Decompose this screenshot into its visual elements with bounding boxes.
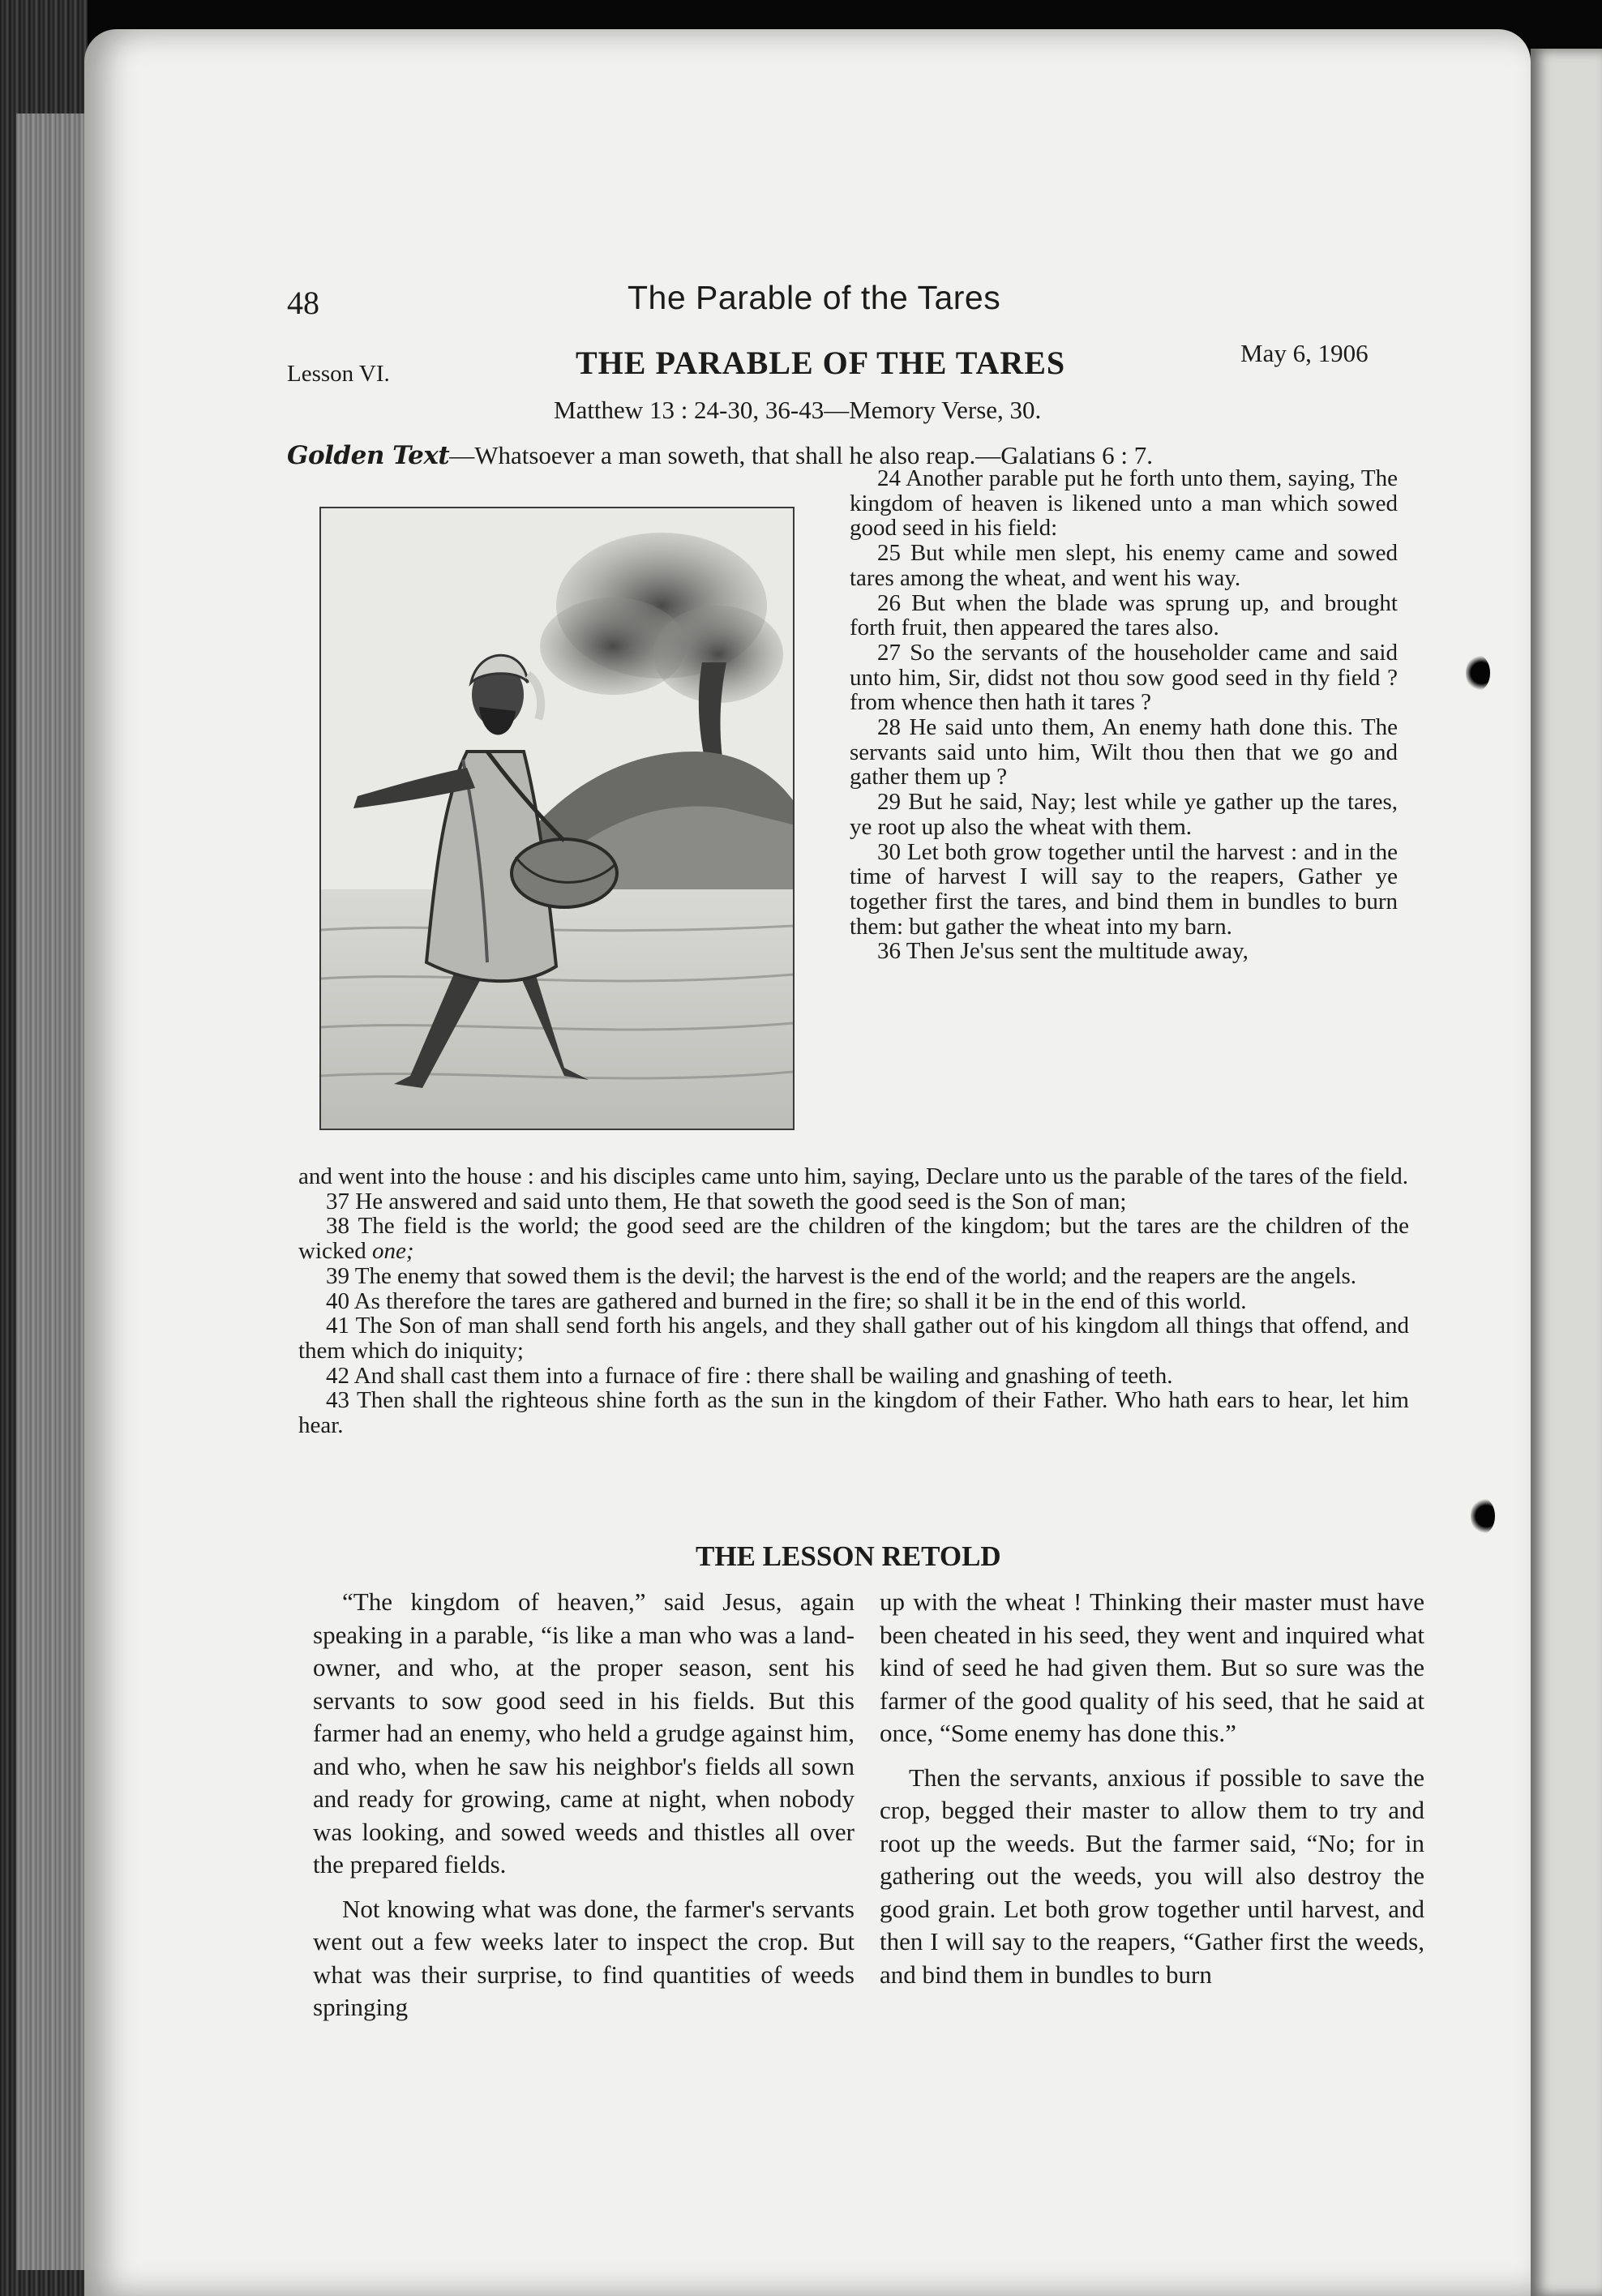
verse-42: 42 And shall cast them into a furnace of fire : there shall be wailing and gnashing of teeth.: [326, 1362, 1173, 1389]
retold-left-column: [313, 1586, 855, 2036]
verse-39: 39 The enemy that sowed them is the devil; the harvest is the end of the world; and the reapers are the angels.: [326, 1262, 1357, 1289]
lesson-number: Lesson VI.: [287, 361, 390, 387]
verse-38-italic: one;: [372, 1238, 414, 1265]
verses-24-36-column: [850, 466, 1398, 964]
verse-29: 29 But he said, Nay; lest while ye gather up the tares, ye root up also the wheat with them.: [850, 789, 1398, 840]
retold-heading: THE LESSON RETOLD: [696, 1540, 1001, 1572]
retold-paragraph-3: Then the servants, anxious if possible to save the crop, begged their master to allow them to try and root up the weeds. But the farmer said, “No; for in gathering out the weeds, you will also destroy the good grain. Let both grow together until harvest, and then I will say to the reapers, “Gather first the weeds, and bind them in bundles to burn: [880, 1763, 1424, 1989]
verse-30: 30 Let both grow together until the harvest : and in the time of harvest I will say to the reapers, Gather ye together first the tares, and bind them in bundles to burn them: but gather the wheat into my barn.: [850, 838, 1398, 940]
verse-26: 26 But when the blade was sprung up, and brought forth fruit, then appeared the tares also.: [850, 589, 1398, 641]
binding-hole-upper: [1466, 655, 1490, 691]
retold-paragraph-1: “The kingdom of heaven,” said Jesus, again speaking in a parable, “is like a man who was a land-owner, and who, at the proper season, sent his servants to sow good seed in his fields. But this farmer had an enemy, who held a grudge against him, and who, when he saw his neighbor's fields all sown and ready for growing, came at night, when nobody was looking, and sowed weeds and thistles all over the prepared fields.: [313, 1587, 855, 1878]
binding-hole-lower: [1471, 1498, 1495, 1534]
page-number: 48: [287, 285, 319, 321]
verse-27: 27 So the servants of the householder came and said unto him, Sir, didst not thou sow good seed in thy field ? from whence then hath it tares ?: [850, 639, 1398, 716]
running-head: The Parable of the Tares: [628, 279, 1001, 316]
verse-38: [298, 1214, 1409, 1263]
facing-page-edge: [1531, 49, 1602, 2296]
book-page-edges-highlight: [16, 114, 84, 2270]
verse-36-start: 36 Then Je'sus sent the multitude away,: [877, 938, 1249, 965]
verse-37: 37 He answered and said unto them, He that soweth the good seed is the Son of man;: [326, 1188, 1127, 1214]
verse-28: 28 He said unto them, An enemy hath done this. The servants said unto him, Wilt thou then that we go and gather them up ?: [850, 714, 1398, 790]
verse-41: 41 The Son of man shall send forth his angels, and they shall gather out of his kingdom all things that offend, and them which do iniquity;: [298, 1313, 1409, 1364]
lesson-title: THE PARABLE OF THE TARES: [576, 345, 1066, 381]
golden-text-body: —Whatsoever a man soweth, that shall he also reap.—Galatians 6 : 7.: [449, 441, 1153, 469]
verse-40: 40 As therefore the tares are gathered and burned in the fire; so shall it be in the end of this world.: [326, 1287, 1247, 1314]
verse-38-text: 38 The field is the world; the good seed are the children of the kingdom; but the tares are the children of the wicked: [298, 1213, 1409, 1265]
verse-24: 24 Another parable put he forth unto them, saying, The kingdom of heaven is likened unto a man which sowed good seed in his field:: [850, 465, 1398, 542]
verses-36-43-full-width: [298, 1164, 1409, 1438]
sower-illustration: [319, 507, 795, 1130]
golden-text-label: Golden Text: [287, 441, 450, 470]
sower-picture: [321, 508, 793, 1129]
verse-36-continued: and went into the house : and his disciples came unto him, saying, Declare unto us the parable of the tares of the field.: [298, 1163, 1409, 1189]
retold-paragraph-2-continued: up with the wheat ! Thinking their master must have been cheated in his seed, they went and inquired what kind of seed he had given them. But so sure was the farmer of the good quality of his seed, that he said at once, “Some enemy has done this.”: [880, 1587, 1424, 1747]
verse-25: 25 But while men slept, his enemy came and sowed tares among the wheat, and went his way.: [850, 540, 1398, 591]
scripture-reference: Matthew 13 : 24-30, 36-43—Memory Verse, 30.: [554, 396, 1042, 424]
lesson-date: May 6, 1906: [1240, 339, 1369, 367]
verse-43: 43 Then shall the righteous shine forth as the sun in the kingdom of their Father. Who hath ears to hear, let him hear.: [298, 1387, 1409, 1439]
retold-right-column: [880, 1586, 1424, 2003]
retold-paragraph-2: Not knowing what was done, the farmer's servants went out a few weeks later to inspect the crop. But what was their surprise, to find quantities of weeds springing: [313, 1894, 855, 2021]
